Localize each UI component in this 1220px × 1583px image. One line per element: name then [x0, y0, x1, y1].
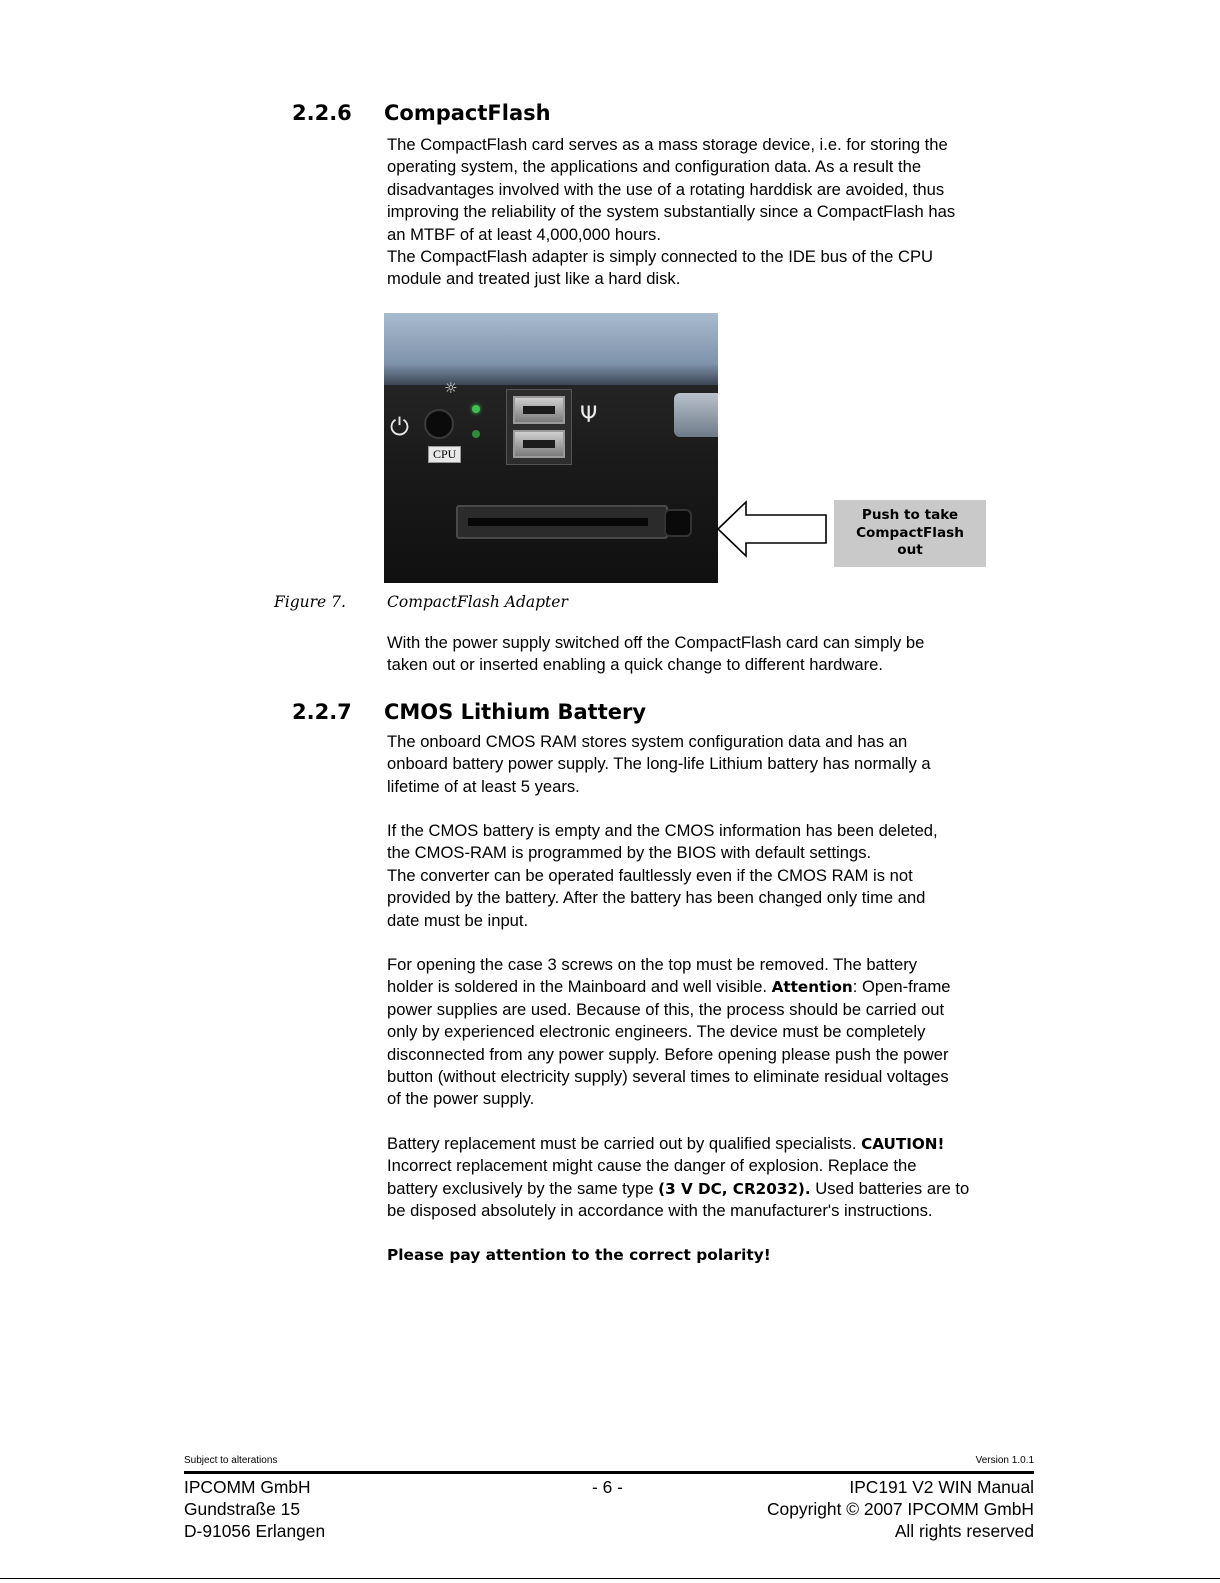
footer-rights: All rights reserved — [894, 1521, 1034, 1541]
caution-label: CAUTION! — [861, 1135, 945, 1153]
footer-divider — [184, 1471, 1034, 1474]
attention-label: Attention — [771, 978, 853, 997]
section-heading-cmos-battery — [292, 700, 646, 724]
page-bottom-border — [0, 1578, 1220, 1579]
cmos-paragraph-3: For opening the case 3 screws on the top must be removed. The battery holder is soldered in the Mainboard and well visible. Attention: Open-frame power supplies are used. Because of this, the process should be carried out only by experienced electronic engineers. The device must be completely disconnected from any power supply. Before opening please push the power button (without electricity supply) several times to eliminate residual voltages of the power supply. — [387, 955, 951, 1109]
figure-number: Figure 7. — [274, 593, 346, 611]
compactflash-paragraph: The CompactFlash card serves as a mass storage device, i.e. for storing the operating system, the applications and configuration data. As a result the disadvantages involved with the use of a rotating harddisk are avoided, thus improving the reliability of the system substantially since a CompactFlash has an MTBF of at least 4,000,000 hours. The CompactFlash adapter is simply connected to the IDE bus of the CPU module and treated just like a hard disk. — [387, 135, 956, 289]
power-icon: ⏻ — [390, 413, 409, 441]
bulb-icon: ☼ — [444, 379, 458, 397]
cmos-paragraph-4: Battery replacement must be carried out by qualified specialists. CAUTION! Incorrect replacement might cause the danger of explosion. Replace the battery exclusively by the same type (3 V DC, CR2032). Used batteries are to be disposed absolutely in accordance with the manufacturer's instructions. — [387, 1134, 970, 1221]
usb-ports — [506, 389, 572, 465]
footer-version: Version 1.0.1 — [975, 1455, 1034, 1466]
led-indicator — [472, 430, 480, 438]
after-figure-paragraph: With the power supply switched off the CompactFlash card can simply be taken out or inserted enabling a quick change to different hardware. — [387, 633, 925, 675]
arrow-left-icon — [716, 500, 828, 558]
footer-manual: IPC191 V2 WIN Manual — [849, 1477, 1034, 1497]
section-number: 2.2.7 — [292, 700, 352, 724]
compactflash-adapter-photo — [384, 313, 718, 583]
footer-street: Gundstraße 15 — [184, 1499, 301, 1519]
footer-subject: Subject to alterations — [184, 1455, 278, 1466]
callout-push-to-take-out: Push to take CompactFlash out — [834, 500, 986, 567]
footer-city: D-91056 Erlangen — [184, 1521, 326, 1541]
cpu-label: CPU — [428, 446, 461, 463]
power-button-graphic — [424, 409, 454, 439]
footer-page-number: - 6 - — [592, 1477, 623, 1497]
cmos-paragraph-2: If the CMOS battery is empty and the CMOS information has been deleted, the CMOS-RAM is programmed by the BIOS with default settings. The converter can be operated faultlessly even if the CMOS RAM is not provided by the battery. After the battery has been changed only time and date must be input. — [387, 821, 938, 930]
compactflash-slot — [456, 505, 668, 539]
cmos-paragraph-1: The onboard CMOS RAM stores system configuration data and has an onboard battery power supply. The long-life Lithium battery has normally a lifetime of at least 5 years. — [387, 732, 931, 796]
section-heading-compactflash — [292, 101, 551, 125]
section-title: CMOS Lithium Battery — [384, 700, 647, 724]
footer-company: IPCOMM GmbH — [184, 1477, 311, 1497]
section-number: 2.2.6 — [292, 101, 352, 125]
section-title: CompactFlash — [384, 101, 551, 125]
usb-icon: Ψ — [580, 403, 598, 428]
led-indicator — [472, 405, 480, 413]
vga-connector — [674, 393, 718, 437]
eject-button-graphic — [664, 509, 692, 537]
battery-type: (3 V DC, CR2032). — [658, 1179, 811, 1198]
polarity-note: Please pay attention to the correct polarity! — [387, 1246, 771, 1264]
footer-copyright: Copyright © 2007 IPCOMM GmbH — [767, 1499, 1034, 1519]
figure-caption: CompactFlash Adapter — [387, 593, 568, 611]
